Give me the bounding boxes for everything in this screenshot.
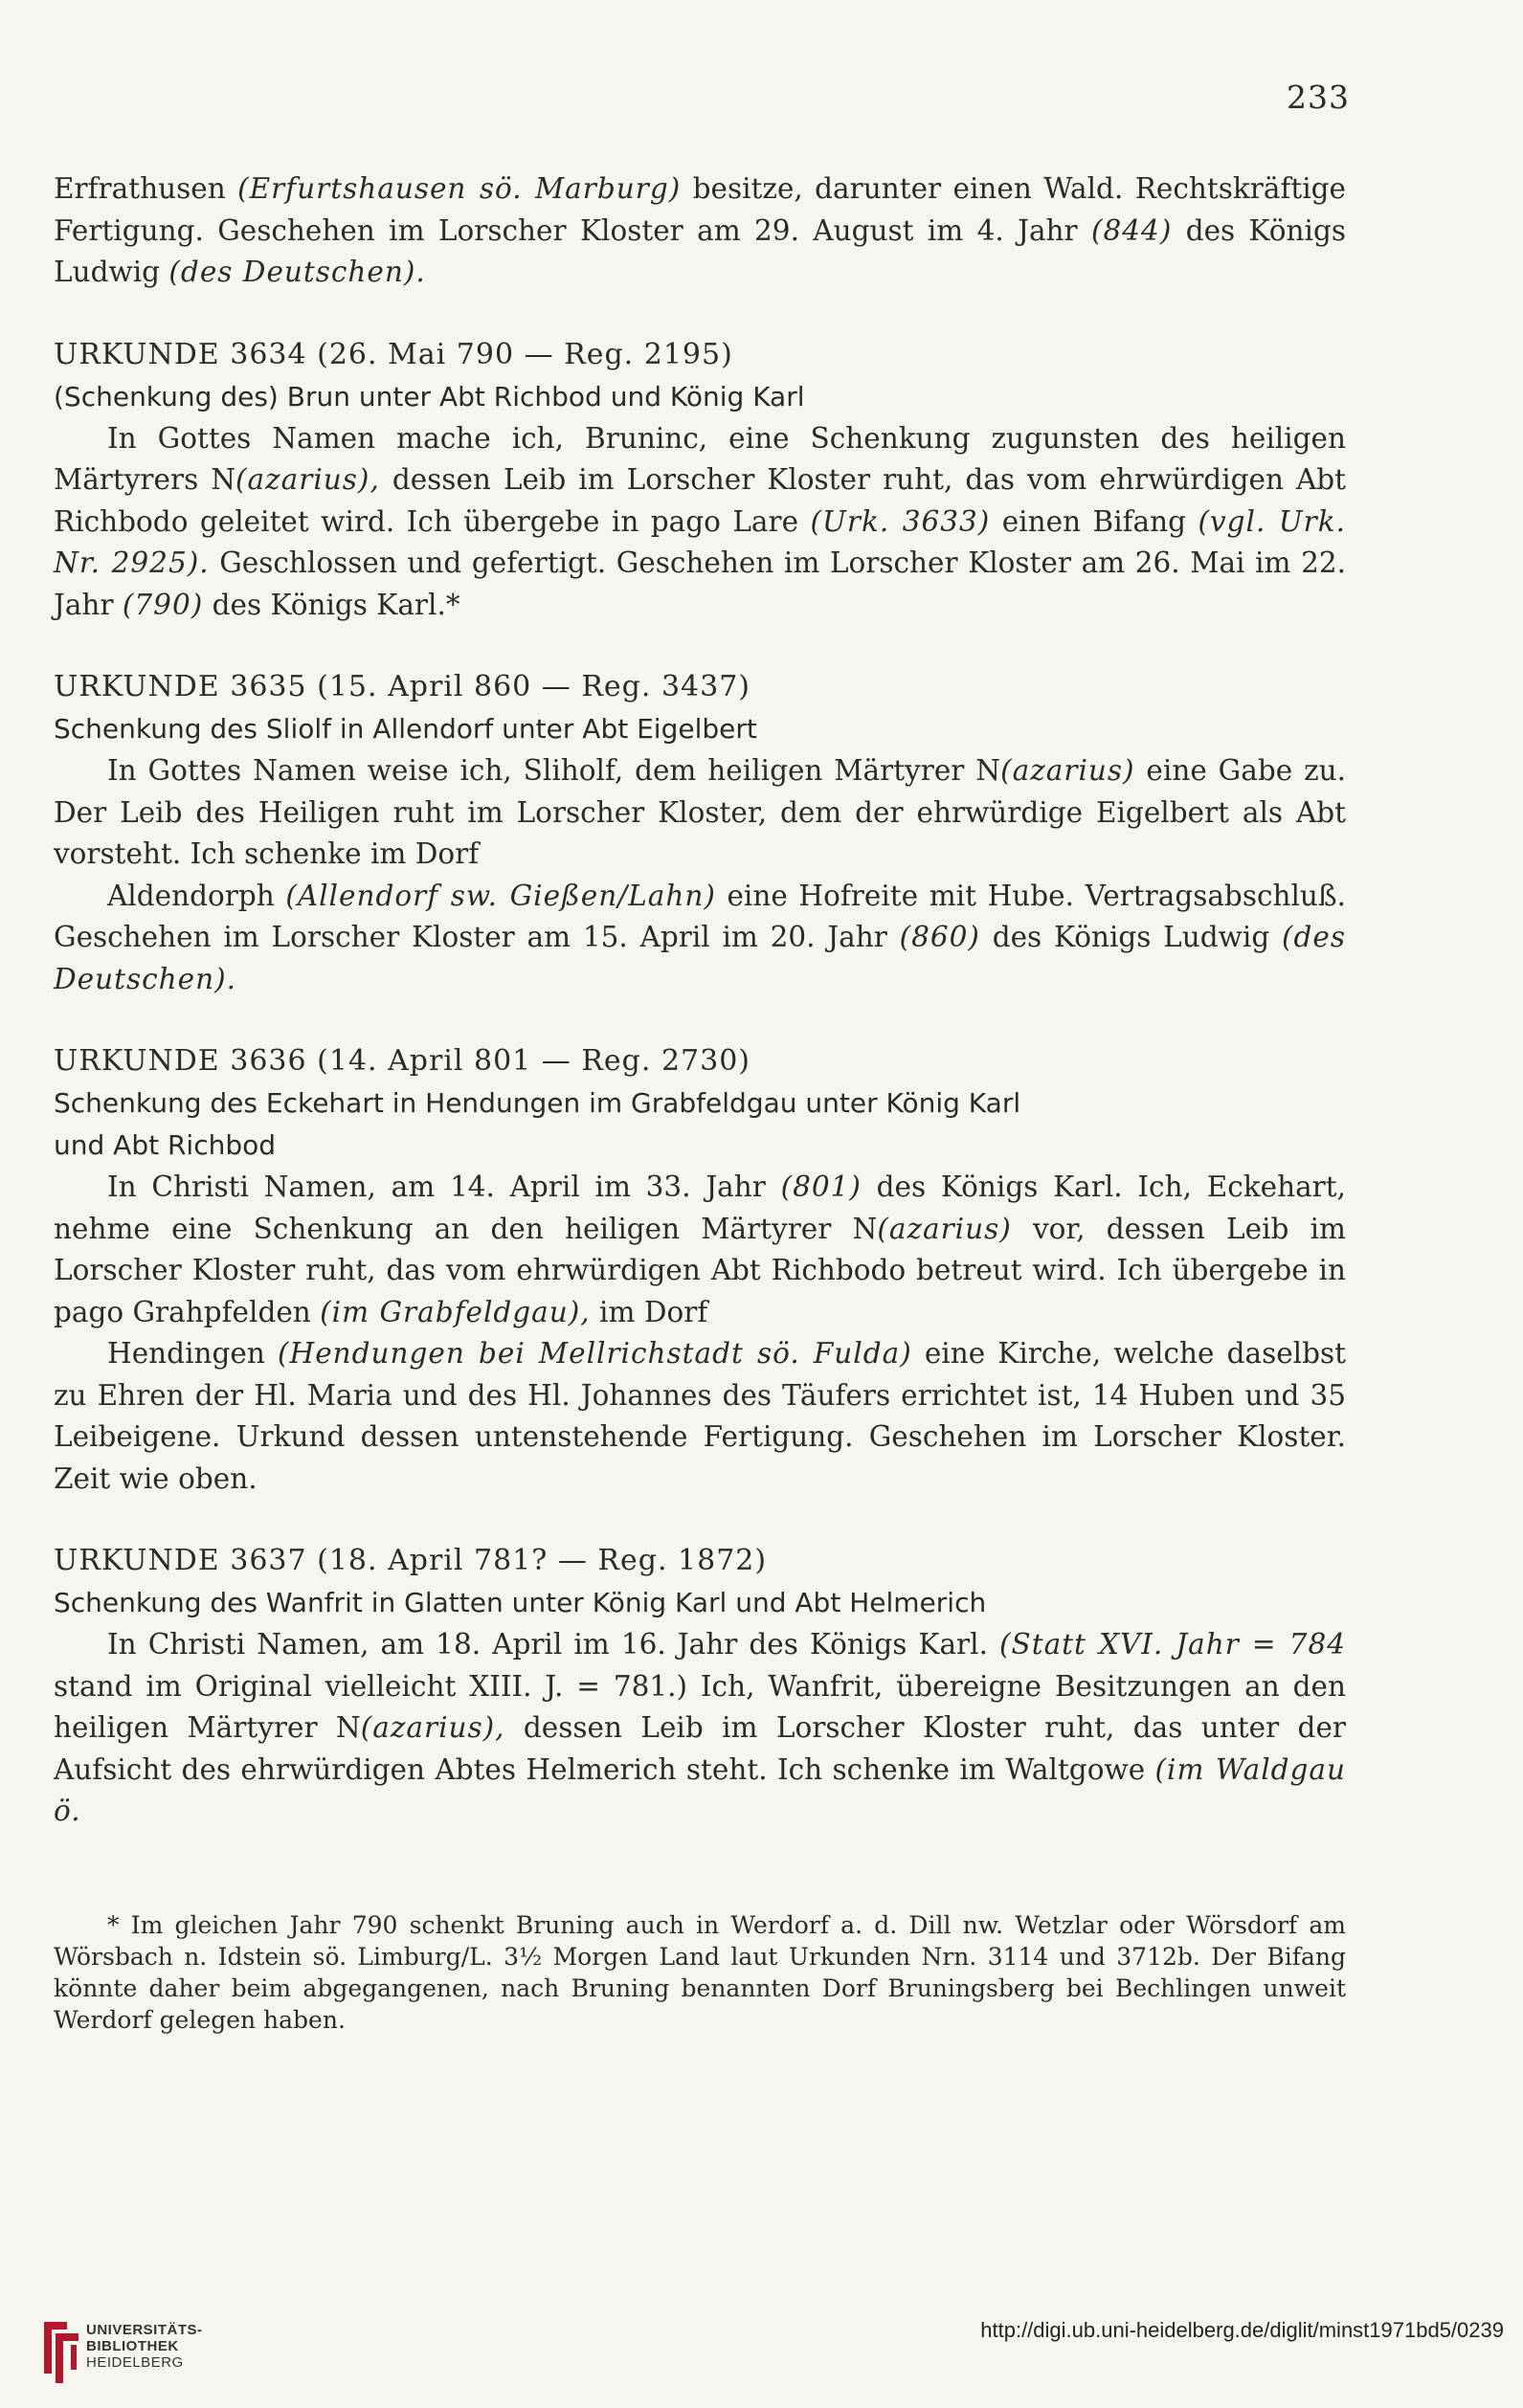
footnote (54, 1909, 1346, 2036)
page-body (54, 168, 1346, 1833)
document-3637 (54, 1540, 1346, 1833)
document-paragraph: Aldendorph (Allendorf sw. Gießen/Lahn) eine Hofreite mit Hube. Vertragsabschluß. Geschehen im Lorscher Kloster am 15. April im 20. Jahr (860) des Königs Ludwig (des Deutschen). (54, 879, 1346, 995)
document-3635 (54, 666, 1346, 1000)
document-3636 (54, 1040, 1346, 1500)
footnote-text: * Im gleichen Jahr 790 schenkt Bruning auch in Werdorf a. d. Dill nw. Wetzlar oder Wörsdorf am Wörsbach n. Idstein sö. Limburg/L. 3½ Morgen Land laut Urkunden Nrn. 3114 und 3712b. Der Bifang könnte daher beim abgegangenen, nach Bruning benannten Dorf Bruningsberg bei Bechlingen unweit Werdorf gelegen haben. (54, 1911, 1346, 2034)
document-paragraph: In Christi Namen, am 14. April im 33. Jahr (801) des Königs Karl. Ich, Eckehart, nehme eine Schenkung an den heiligen Märtyrer N(azarius) vor, dessen Leib im Lorscher Kloster ruht, das vom ehrwürdigen Abt Richbodo betreut wird. Ich übergebe in pago Grahpfelden (im Grabfeldgau), im Dorf (54, 1171, 1347, 1328)
source-url[interactable]: http://digi.ub.uni-heidelberg.de/diglit/minst1971bd5/0239 (980, 2318, 1504, 2342)
page-footer (0, 2297, 1523, 2408)
document-subheading: Schenkung des Sliolf in Allendorf unter Abt Eigelbert (54, 713, 757, 745)
document-3634 (54, 334, 1346, 627)
library-name-line1: UNIVERSITÄTS- (86, 2322, 203, 2338)
document-subheading-line2: und Abt Richbod (54, 1129, 277, 1161)
document-subheading: Schenkung des Eckehart in Hendungen im Grabfeldgau unter König Karl (54, 1087, 1021, 1119)
document-subheading: Schenkung des Wanfrit in Glatten unter König Karl und Abt Helmerich (54, 1587, 987, 1618)
document-paragraph: In Gottes Namen weise ich, Sliholf, dem heiligen Märtyrer N(azarius) eine Gabe zu. Der Leib des Heiligen ruht im Lorscher Kloster, dem der ehrwürdige Eigelbert als Abt vorsteht. Ich schenke im Dorf (54, 754, 1346, 870)
library-name-line3: HEIDELBERG (86, 2354, 184, 2371)
document-heading: URKUNDE 3634 (26. Mai 790 — Reg. 2195) (54, 337, 733, 371)
document-heading: URKUNDE 3635 (15. April 860 — Reg. 3437) (54, 670, 751, 703)
library-name (86, 2322, 203, 2371)
document-paragraph: Hendingen (Hendungen bei Mellrichstadt sö. Fulda) eine Kirche, welche daselbst zu Ehren der Hl. Maria und des Hl. Johannes des Täufers errichtet ist, 14 Huben und 35 Leibeigene. Urkund dessen untenstehende Fertigung. Geschehen im Lorscher Kloster. Zeit wie oben. (54, 1337, 1346, 1495)
document-heading: URKUNDE 3636 (14. April 801 — Reg. 2730) (54, 1044, 751, 1078)
library-name-line2: BIBLIOTHEK (86, 2338, 179, 2354)
page-number: 233 (1287, 78, 1350, 116)
document-subheading: (Schenkung des) Brun unter Abt Richbod und König Karl (54, 380, 805, 412)
document-paragraph: In Gottes Namen mache ich, Bruninc, eine Schenkung zugunsten des heiligen Märtyrers N(azarius), dessen Leib im Lorscher Kloster ruht, das vom ehrwürdigen Abt Richbodo geleitet wird. Ich übergebe in pago Lare (Urk. 3633) einen Bifang (vgl. Urk. Nr. 2925). Geschlossen und gefertigt. Geschehen im Lorscher Kloster am 26. Mai im 22. Jahr (790) des Königs Karl.* (54, 421, 1347, 621)
document-heading: URKUNDE 3637 (18. April 781? — Reg. 1872) (54, 1544, 768, 1577)
document-paragraph: In Christi Namen, am 18. April im 16. Jahr des Königs Karl. (Statt XVI. Jahr = 784 stand im Original vielleicht XIII. J. = 781.) Ich, Wanfrit, übereigne Besitzungen an den heiligen Märtyrer N(azarius), dessen Leib im Lorscher Kloster ruht, das unter der Aufsicht des ehrwürdigen Abtes Helmerich steht. Ich schenke im Waltgowe (im Waldgau ö. (54, 1628, 1347, 1827)
intro-paragraph: Erfrathusen (Erfurtshausen sö. Marburg) besitze, darunter einen Wald. Rechtskräftige Fertigung. Geschehen im Lorscher Kloster am 29. August im 4. Jahr (844) des Königs Ludwig (des Deutschen). (54, 172, 1347, 288)
